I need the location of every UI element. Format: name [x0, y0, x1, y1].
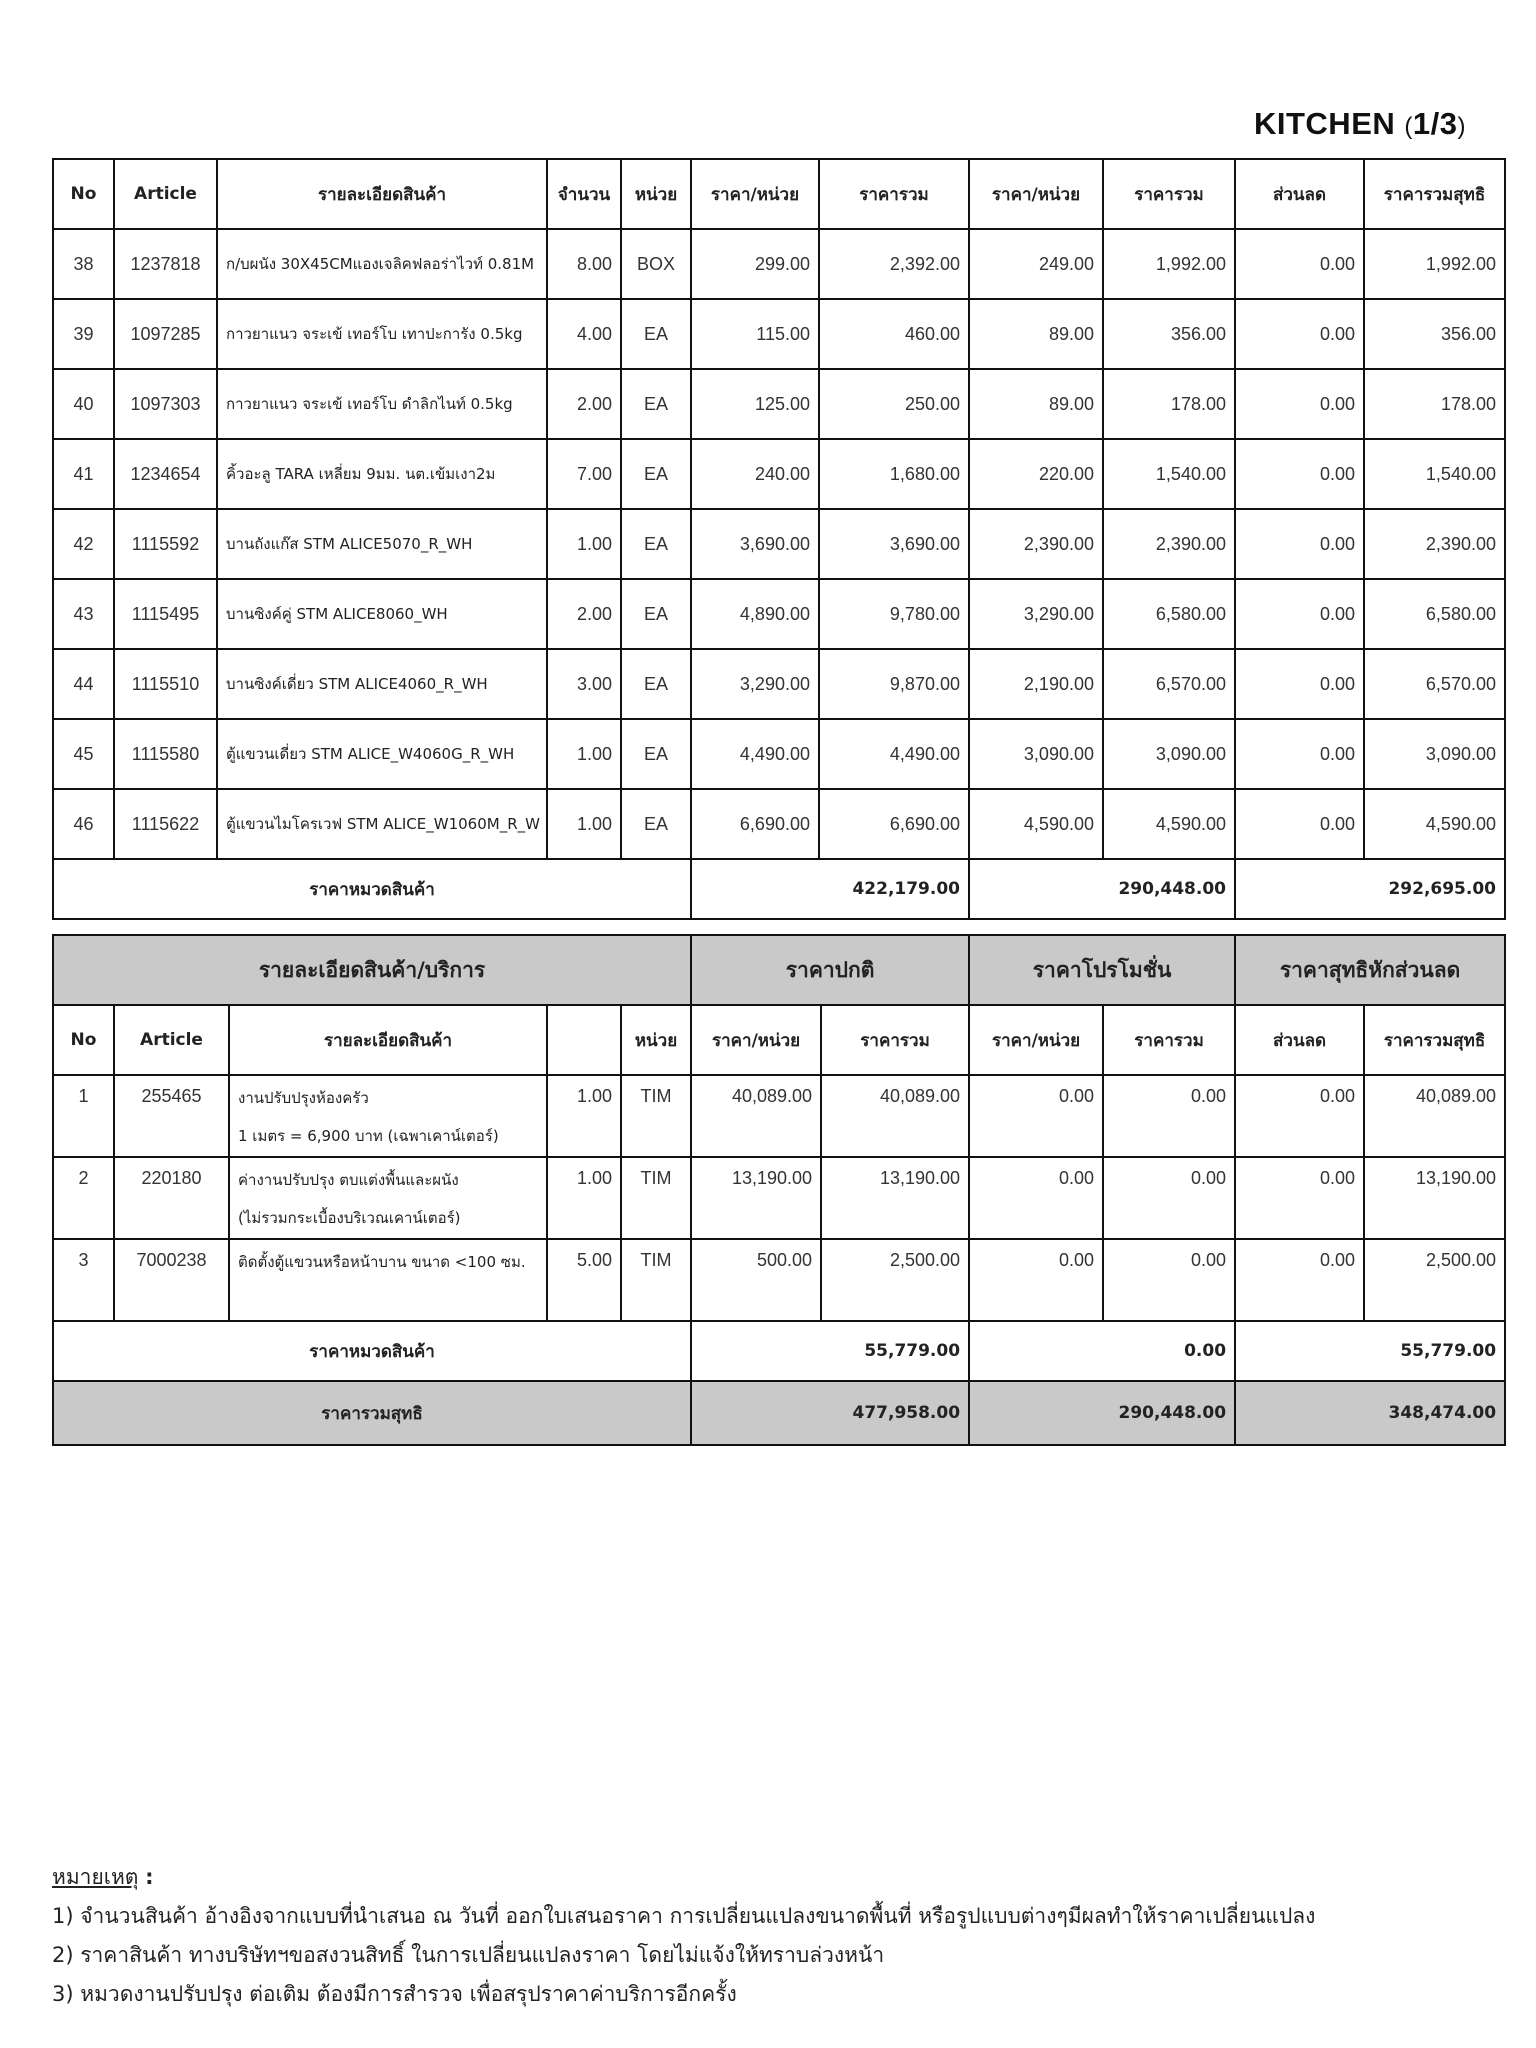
- row-net: 1,992.00: [1364, 229, 1505, 299]
- col-description: รายละเอียดสินค้า: [229, 1005, 547, 1075]
- row-unit: TIM: [621, 1239, 691, 1321]
- group-normal-price: ราคาปกติ: [691, 935, 969, 1005]
- col-unit: หน่วย: [621, 159, 691, 229]
- row-promo-price: 4,590.00: [969, 789, 1103, 859]
- col-no: No: [53, 1005, 114, 1075]
- col-total: ราคารวม: [819, 159, 969, 229]
- row-article: 1115580: [114, 719, 217, 789]
- row-promo-price: 0.00: [969, 1239, 1103, 1321]
- row-description: ตู้แขวนเดี่ยว STM ALICE_W4060G_R_WH: [217, 719, 547, 789]
- grand-total-promo: 290,448.00: [969, 1381, 1235, 1445]
- row-discount: 0.00: [1235, 299, 1364, 369]
- row-unit-price: 13,190.00: [691, 1157, 821, 1239]
- row-unit: EA: [621, 369, 691, 439]
- note-item: 1) จำนวนสินค้า อ้างอิงจากแบบที่นำเสนอ ณ วันที่ ออกใบเสนอราคา การเปลี่ยนแปลงขนาดพื้นที่ หรือรูปแบบต่างๆมีผลทำให้ราคาเปลี่ยนแปลง: [52, 1904, 1316, 1928]
- row-total: 2,392.00: [819, 229, 969, 299]
- subtotal-normal: 422,179.00: [691, 859, 969, 919]
- row-promo-total: 0.00: [1103, 1075, 1235, 1157]
- row-promo-price: 249.00: [969, 229, 1103, 299]
- col-article: Article: [114, 1005, 229, 1075]
- service-table: [52, 934, 1506, 1446]
- row-discount: 0.00: [1235, 789, 1364, 859]
- row-promo-price: 89.00: [969, 369, 1103, 439]
- row-no: 42: [53, 509, 114, 579]
- row-article: 1115622: [114, 789, 217, 859]
- row-promo-price: 220.00: [969, 439, 1103, 509]
- row-discount: 0.00: [1235, 719, 1364, 789]
- row-total: 40,089.00: [821, 1075, 969, 1157]
- row-description: บานซิงค์เดี่ยว STM ALICE4060_R_WH: [217, 649, 547, 719]
- row-article: 1097285: [114, 299, 217, 369]
- row-description-line1: ค่างานปรับปรุง ตบแต่งพื้นและผนัง: [238, 1171, 459, 1189]
- col-qty: จำนวน: [547, 159, 621, 229]
- table-row: [53, 439, 1505, 509]
- row-qty: 1.00: [547, 719, 621, 789]
- row-total: 6,690.00: [819, 789, 969, 859]
- row-article: 7000238: [114, 1239, 229, 1321]
- row-no: 3: [53, 1239, 114, 1321]
- row-total: 9,870.00: [819, 649, 969, 719]
- row-unit-price: 115.00: [691, 299, 819, 369]
- row-promo-total: 0.00: [1103, 1157, 1235, 1239]
- row-qty: 4.00: [547, 299, 621, 369]
- row-no: 39: [53, 299, 114, 369]
- col-net-total: ราคารวมสุทธิ: [1364, 159, 1505, 229]
- row-description-line2: 1 เมตร = 6,900 บาท (เฉพาเคาน์เตอร์): [238, 1127, 499, 1145]
- row-net: 356.00: [1364, 299, 1505, 369]
- row-unit-price: 299.00: [691, 229, 819, 299]
- subtotal-label: ราคาหมวดสินค้า: [53, 859, 691, 919]
- row-net: 4,590.00: [1364, 789, 1505, 859]
- row-article: 1237818: [114, 229, 217, 299]
- note-item: 2) ราคาสินค้า ทางบริษัทฯขอสงวนสิทธิ์ ในการเปลี่ยนแปลงราคา โดยไม่แจ้งให้ทราบล่วงหน้า: [52, 1943, 885, 1967]
- row-promo-total: 6,570.00: [1103, 649, 1235, 719]
- row-description: บานซิงค์คู่ STM ALICE8060_WH: [217, 579, 547, 649]
- row-qty: 7.00: [547, 439, 621, 509]
- row-discount: 0.00: [1235, 649, 1364, 719]
- table-row: [53, 719, 1505, 789]
- col-promo-total: ราคารวม: [1103, 1005, 1235, 1075]
- row-unit: EA: [621, 299, 691, 369]
- row-total: 1,680.00: [819, 439, 969, 509]
- row-no: 40: [53, 369, 114, 439]
- col-discount: ส่วนลด: [1235, 1005, 1364, 1075]
- row-promo-total: 2,390.00: [1103, 509, 1235, 579]
- row-qty: 1.00: [547, 789, 621, 859]
- table-row: [53, 369, 1505, 439]
- row-article: 1115510: [114, 649, 217, 719]
- row-qty: 5.00: [547, 1239, 621, 1321]
- row-promo-price: 3,090.00: [969, 719, 1103, 789]
- row-promo-price: 2,390.00: [969, 509, 1103, 579]
- row-promo-total: 356.00: [1103, 299, 1235, 369]
- subtotal-net: 55,779.00: [1235, 1321, 1505, 1381]
- subtotal-promo: 290,448.00: [969, 859, 1235, 919]
- row-unit-price: 125.00: [691, 369, 819, 439]
- group-net-price: ราคาสุทธิหักส่วนลด: [1235, 935, 1505, 1005]
- subtotal-row: [53, 1321, 1505, 1381]
- row-discount: 0.00: [1235, 509, 1364, 579]
- grand-total-net: 348,474.00: [1235, 1381, 1505, 1445]
- row-description: กาวยาแนว จระเข้ เทอร์โบ เทาปะการัง 0.5kg: [217, 299, 547, 369]
- note-item: 3) หมวดงานปรับปรุง ต่อเติม ต้องมีการสำรวจ เพื่อสรุปราคาค่าบริการอีกครั้ง: [52, 1982, 737, 2006]
- row-net: 1,540.00: [1364, 439, 1505, 509]
- row-description: [229, 1075, 547, 1157]
- row-promo-price: 89.00: [969, 299, 1103, 369]
- row-total: 250.00: [819, 369, 969, 439]
- col-promo-unit-price: ราคา/หน่วย: [969, 159, 1103, 229]
- table-row: [53, 509, 1505, 579]
- row-article: 1115592: [114, 509, 217, 579]
- page-title: KITCHEN (1/3): [1253, 106, 1466, 141]
- grand-total-row: [53, 1381, 1505, 1445]
- col-unit-price: ราคา/หน่วย: [691, 1005, 821, 1075]
- row-promo-price: 3,290.00: [969, 579, 1103, 649]
- row-discount: 0.00: [1235, 1157, 1364, 1239]
- row-net: 6,570.00: [1364, 649, 1505, 719]
- col-promo-unit-price: ราคา/หน่วย: [969, 1005, 1103, 1075]
- col-unit: หน่วย: [621, 1005, 691, 1075]
- row-description: ตู้แขวนไมโครเวฟ STM ALICE_W1060M_R_W: [217, 789, 547, 859]
- row-article: 1115495: [114, 579, 217, 649]
- row-unit-price: 3,690.00: [691, 509, 819, 579]
- table-row: [53, 1075, 1505, 1157]
- row-discount: 0.00: [1235, 439, 1364, 509]
- row-article: 255465: [114, 1075, 229, 1157]
- col-total: ราคารวม: [821, 1005, 969, 1075]
- row-qty: 8.00: [547, 229, 621, 299]
- row-discount: 0.00: [1235, 1239, 1364, 1321]
- row-qty: 1.00: [547, 1157, 621, 1239]
- row-unit: EA: [621, 579, 691, 649]
- notes: [52, 1858, 1315, 2014]
- row-unit-price: 6,690.00: [691, 789, 819, 859]
- row-no: 46: [53, 789, 114, 859]
- row-net: 13,190.00: [1364, 1157, 1505, 1239]
- row-unit-price: 240.00: [691, 439, 819, 509]
- row-description: บานถังแก๊ส STM ALICE5070_R_WH: [217, 509, 547, 579]
- row-description: [229, 1239, 547, 1321]
- row-article: 1097303: [114, 369, 217, 439]
- row-total: 9,780.00: [819, 579, 969, 649]
- row-qty: 2.00: [547, 579, 621, 649]
- row-total: 3,690.00: [819, 509, 969, 579]
- row-discount: 0.00: [1235, 579, 1364, 649]
- table-row: [53, 1239, 1505, 1321]
- row-promo-total: 6,580.00: [1103, 579, 1235, 649]
- subtotal-row: [53, 859, 1505, 919]
- row-net: 2,390.00: [1364, 509, 1505, 579]
- row-unit: TIM: [621, 1157, 691, 1239]
- table-row: [53, 299, 1505, 369]
- row-unit: TIM: [621, 1075, 691, 1157]
- row-unit: BOX: [621, 229, 691, 299]
- row-unit: EA: [621, 649, 691, 719]
- grand-total-normal: 477,958.00: [691, 1381, 969, 1445]
- row-net: 40,089.00: [1364, 1075, 1505, 1157]
- row-promo-total: 178.00: [1103, 369, 1235, 439]
- table-row: [53, 229, 1505, 299]
- col-unit-price: ราคา/หน่วย: [691, 159, 819, 229]
- row-total: 2,500.00: [821, 1239, 969, 1321]
- table-row: [53, 1157, 1505, 1239]
- subtotal-label: ราคาหมวดสินค้า: [53, 1321, 691, 1381]
- row-unit-price: 4,490.00: [691, 719, 819, 789]
- notes-heading: หมายเหตุ :: [52, 1865, 154, 1889]
- row-promo-price: 0.00: [969, 1157, 1103, 1239]
- row-qty: 2.00: [547, 369, 621, 439]
- page-title-text: KITCHEN: [1253, 106, 1396, 141]
- row-discount: 0.00: [1235, 369, 1364, 439]
- row-description: ก/บผนัง 30X45CMแองเจลิคฟลอร่าไวท์ 0.81M: [217, 229, 547, 299]
- row-promo-price: 2,190.00: [969, 649, 1103, 719]
- row-article: 220180: [114, 1157, 229, 1239]
- row-discount: 0.00: [1235, 229, 1364, 299]
- row-total: 460.00: [819, 299, 969, 369]
- table-row: [53, 579, 1505, 649]
- row-total: 13,190.00: [821, 1157, 969, 1239]
- col-description: รายละเอียดสินค้า: [217, 159, 547, 229]
- row-unit-price: 500.00: [691, 1239, 821, 1321]
- row-net: 2,500.00: [1364, 1239, 1505, 1321]
- col-net-total: ราคารวมสุทธิ: [1364, 1005, 1505, 1075]
- page-indicator: 1/3: [1412, 106, 1458, 141]
- row-no: 41: [53, 439, 114, 509]
- row-description-line1: งานปรับปรุงห้องครัว: [238, 1089, 369, 1107]
- row-unit: EA: [621, 509, 691, 579]
- group-product: รายละเอียดสินค้า/บริการ: [53, 935, 691, 1005]
- row-total: 4,490.00: [819, 719, 969, 789]
- group-promo-price: ราคาโปรโมชั่น: [969, 935, 1235, 1005]
- row-no: 38: [53, 229, 114, 299]
- col-no: No: [53, 159, 114, 229]
- row-unit-price: 4,890.00: [691, 579, 819, 649]
- subtotal-normal: 55,779.00: [691, 1321, 969, 1381]
- service-group-header: [53, 935, 1505, 1005]
- table-row: [53, 649, 1505, 719]
- row-unit-price: 40,089.00: [691, 1075, 821, 1157]
- row-no: 2: [53, 1157, 114, 1239]
- subtotal-promo: 0.00: [969, 1321, 1235, 1381]
- row-no: 44: [53, 649, 114, 719]
- row-net: 6,580.00: [1364, 579, 1505, 649]
- row-qty: 1.00: [547, 509, 621, 579]
- col-article: Article: [114, 159, 217, 229]
- col-qty: [547, 1005, 621, 1075]
- row-promo-price: 0.00: [969, 1075, 1103, 1157]
- row-promo-total: 1,540.00: [1103, 439, 1235, 509]
- grand-total-label: ราคารวมสุทธิ: [53, 1381, 691, 1445]
- product-table-header: [53, 159, 1505, 229]
- col-discount: ส่วนลด: [1235, 159, 1364, 229]
- row-no: 43: [53, 579, 114, 649]
- row-net: 3,090.00: [1364, 719, 1505, 789]
- row-promo-total: 0.00: [1103, 1239, 1235, 1321]
- row-no: 45: [53, 719, 114, 789]
- row-qty: 1.00: [547, 1075, 621, 1157]
- row-unit: EA: [621, 439, 691, 509]
- row-discount: 0.00: [1235, 1075, 1364, 1157]
- row-net: 178.00: [1364, 369, 1505, 439]
- subtotal-net: 292,695.00: [1235, 859, 1505, 919]
- row-description-line2: (ไม่รวมกระเบื้องบริเวณเคาน์เตอร์): [238, 1209, 461, 1227]
- row-description: คิ้วอะลู TARA เหลี่ยม 9มม. นต.เข้มเงา2ม: [217, 439, 547, 509]
- row-unit: EA: [621, 789, 691, 859]
- row-qty: 3.00: [547, 649, 621, 719]
- row-promo-total: 3,090.00: [1103, 719, 1235, 789]
- row-article: 1234654: [114, 439, 217, 509]
- service-table-header: [53, 1005, 1505, 1075]
- row-description: [229, 1157, 547, 1239]
- row-description-line1: ติดตั้งตู้แขวนหรือหน้าบาน ขนาด <100 ซม.: [238, 1253, 526, 1271]
- row-description: กาวยาแนว จระเข้ เทอร์โบ ดำลิกไนท์ 0.5kg: [217, 369, 547, 439]
- row-no: 1: [53, 1075, 114, 1157]
- row-unit-price: 3,290.00: [691, 649, 819, 719]
- row-promo-total: 1,992.00: [1103, 229, 1235, 299]
- col-promo-total: ราคารวม: [1103, 159, 1235, 229]
- row-unit: EA: [621, 719, 691, 789]
- product-table: [52, 158, 1506, 920]
- table-row: [53, 789, 1505, 859]
- row-promo-total: 4,590.00: [1103, 789, 1235, 859]
